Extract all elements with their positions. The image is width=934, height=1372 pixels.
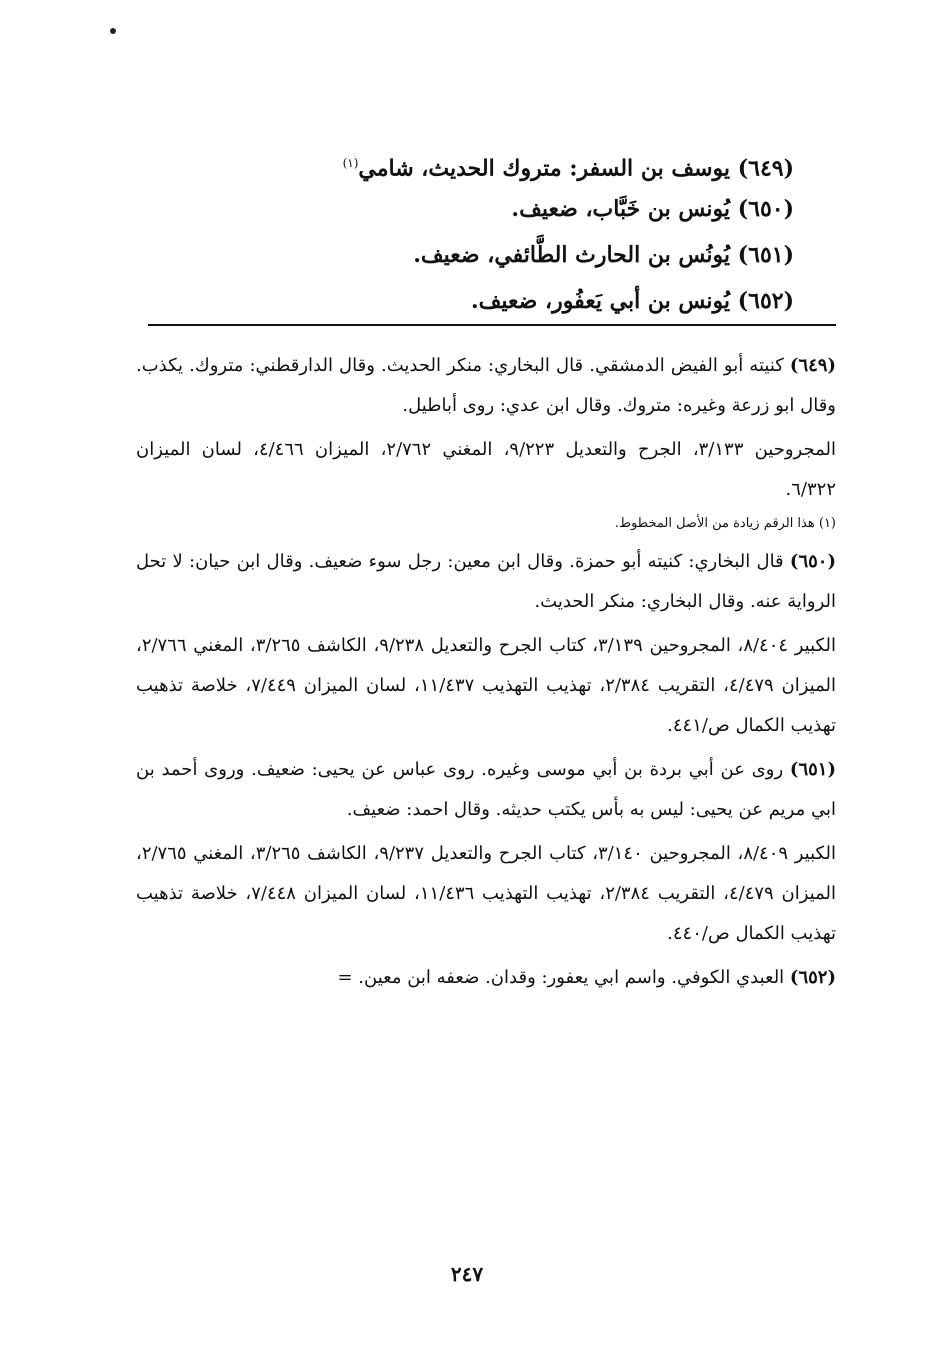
main-entry-652: (٦٥٢) يُونس بن أبي يَعفُور، ضعيف. <box>470 288 794 314</box>
footnote-650-sources: الكبير ٨/٤٠٤، المجروحين ٣/١٣٩، كتاب الجرح والتعديل ٩/٢٣٨، الكاشف ٣/٢٦٥، المغني ٢/٧٦٦، الميزان ٤/٤٧٩، التقريب ٢/٣٨٤، تهذيب التهذيب ١١/٤٣٧، لسان الميزان ٧/٤٤٩، خلاصة تذهيب تهذيب الكمال ص/٤٤١. <box>136 635 836 736</box>
footnote-divider <box>148 324 836 326</box>
main-entry-651: (٦٥١) يُونُس بن الحارث الطَّائفي، ضعيف. <box>413 242 794 268</box>
footnote-650: (٦٥٠) قال البخاري: كنيته أبو حمزة. وقال ابن معين: رجل سوء ضعيف. وقال ابن حيان: لا تحل الرواية عنه. وقال البخاري: منكر الحديث. <box>136 551 836 612</box>
footnotes <box>136 346 836 1002</box>
footnote-651-sources: الكبير ٨/٤٠٩، المجروحين ٣/١٤٠، كتاب الجرح والتعديل ٩/٢٣٧، الكاشف ٣/٢٦٥، المغني ٢/٧٦٥، الميزان ٤/٤٧٩، التقريب ٢/٣٨٤، تهذيب التهذيب ١١/٤٣٦، لسان الميزان ٧/٤٤٨، خلاصة تذهيب تهذيب الكمال ص/٤٤٠. <box>136 843 836 944</box>
footnote-651: (٦٥١) روى عن أبي بردة بن أبي موسى وغيره. روى عباس عن يحيى: ضعيف. وروى أحمد بن ابي مريم عن يحيى: ليس به بأس يكتب حديثه. وقال احمد: ضعيف. <box>136 759 836 820</box>
ink-dot <box>110 28 116 34</box>
manuscript-note: (١) هذا الرقم زيادة من الأصل المخطوط. <box>614 516 836 531</box>
main-entry-649: (٦٤٩) يوسف بن السفر: متروك الحديث، شامي$^{(١)}$ <box>342 155 794 182</box>
main-entries <box>234 140 794 324</box>
page-number: ٢٤٧ <box>450 1262 484 1286</box>
footnote-649-sources: المجروحين ٣/١٣٣، الجرح والتعديل ٩/٢٢٣، المغني ٢/٧٦٢، الميزان ٤/٤٦٦، لسان الميزان ٦/٣٢٢. <box>136 439 836 500</box>
main-entry-650: (٦٥٠) يُونس بن خَبَّاب، ضعيف. <box>511 196 794 222</box>
footnote-649: (٦٤٩) كنيته أبو الفيض الدمشقي. قال البخاري: منكر الحديث. وقال الدارقطني: متروك. يكذب. وقال ابو زرعة وغيره: متروك. وقال ابن عدي: روى أباطيل. <box>136 355 836 416</box>
footnote-652: (٦٥٢) العبدي الكوفي. واسم ابي يعفور: وقدان. ضعفه ابن معين. = <box>337 967 836 988</box>
footnote-ref[interactable]: (١) <box>342 156 359 170</box>
